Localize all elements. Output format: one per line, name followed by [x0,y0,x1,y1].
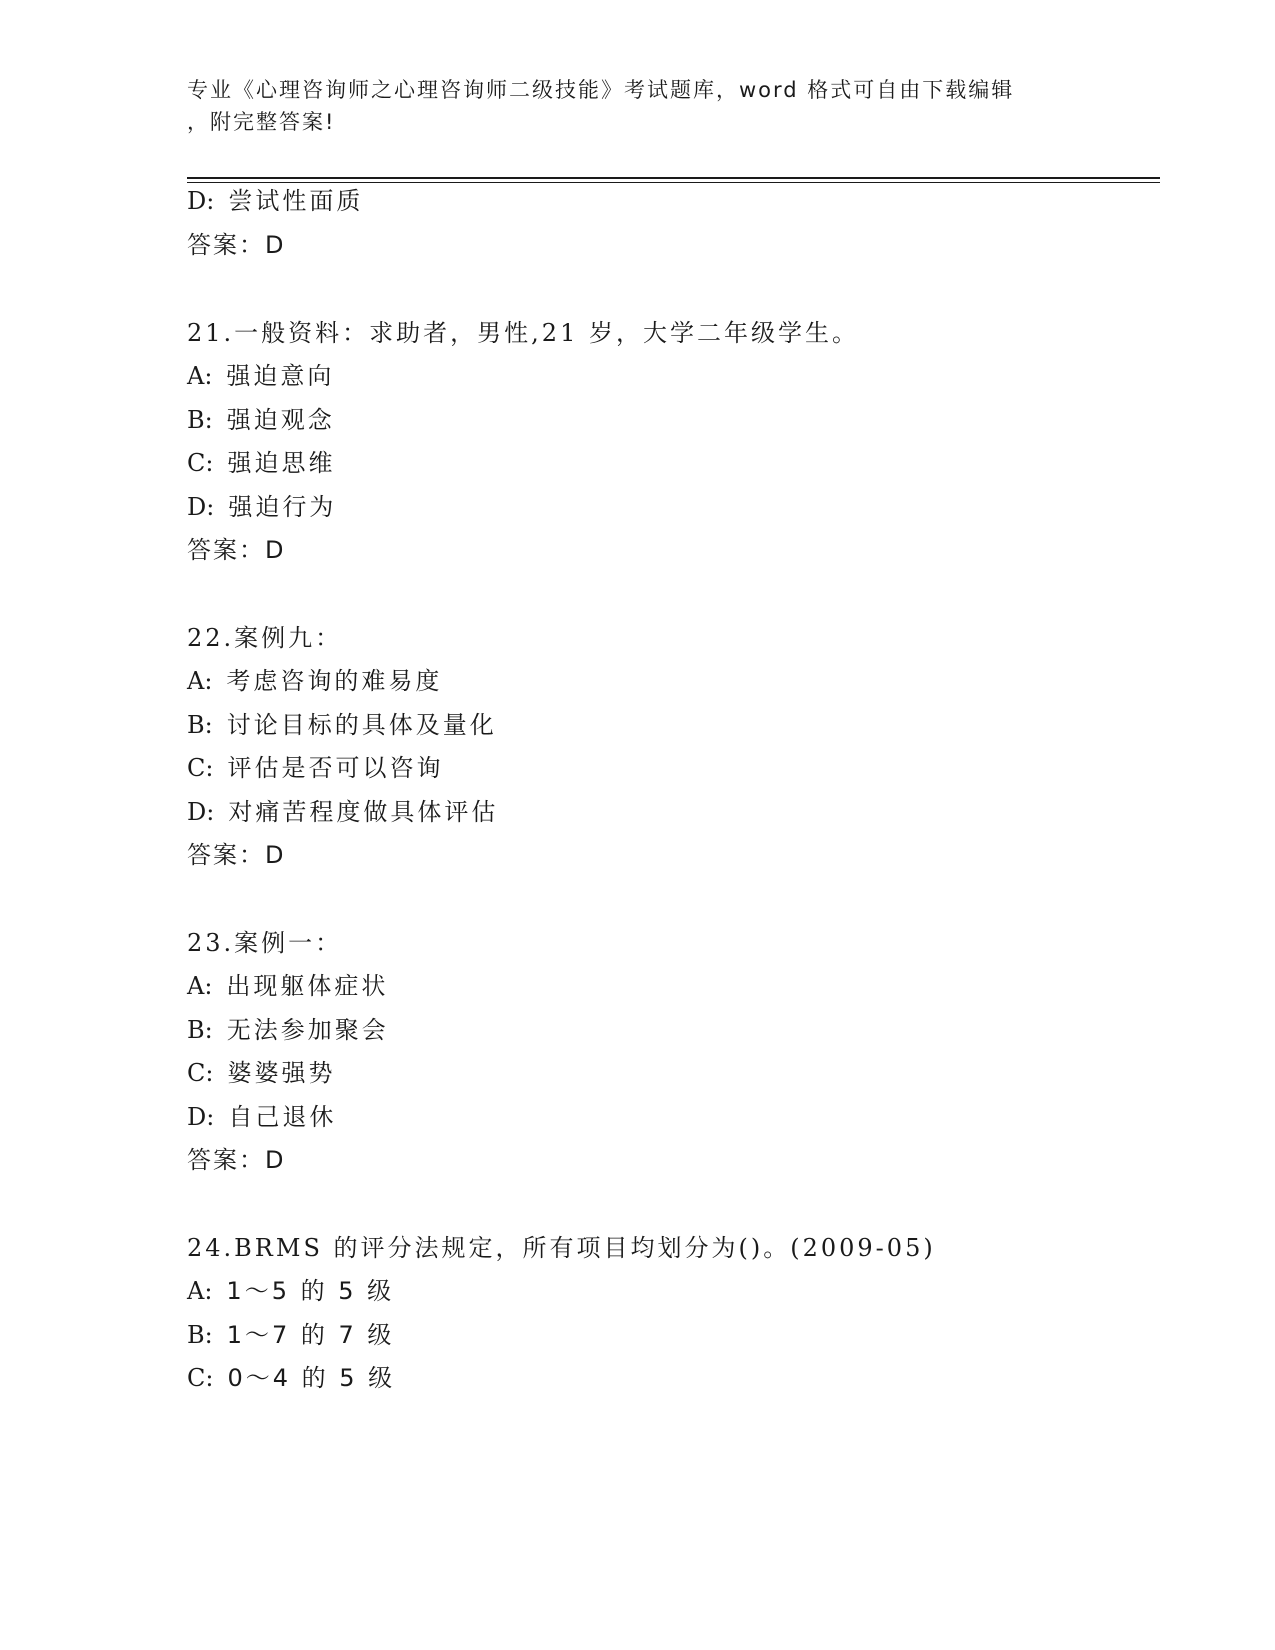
q21-answer: 答案：D [187,536,286,564]
question-23-title: 23.案例一： [187,929,343,957]
header-rule-thin [187,182,1160,183]
q23-option-b [187,1015,389,1045]
option-text: 讨论目标的具体及量化 [226,711,497,739]
q22-option-b [187,710,497,740]
q22-option-a [187,666,442,696]
q23-option-a [187,971,388,1001]
option-text: 强迫观念 [226,406,335,434]
q24-option-a [187,1276,394,1306]
option-letter: B: [187,406,213,434]
q23-option-d [187,1102,336,1132]
q21-option-b [187,405,335,435]
option-text: 1～7 的 7 级 [226,1321,395,1349]
option-text: 强迫思维 [227,449,336,477]
option-letter: B: [187,1321,213,1349]
option-letter: A: [187,972,213,1000]
option-letter: D: [187,187,215,215]
question-21-title: 21.一般资料：求助者，男性,21 岁，大学二年级学生。 [187,319,859,347]
option-letter: D: [187,1103,215,1131]
option-text: 出现躯体症状 [226,972,389,1000]
option-letter: C: [187,449,214,477]
option-text: 尝试性面质 [228,187,364,215]
option-letter: C: [187,754,214,782]
option-letter: C: [187,1059,214,1087]
q24-option-c [187,1363,395,1393]
q21-option-d [187,492,336,522]
option-letter: C: [187,1364,214,1392]
answer-line: 答案：D [187,231,286,259]
option-text: 考虑咨询的难易度 [226,667,443,695]
document-header [187,74,1087,138]
question-22-title: 22.案例九： [187,624,343,652]
option-letter: B: [187,711,213,739]
q22-option-d [187,797,498,827]
option-letter: A: [187,667,213,695]
q21-option-a [187,361,334,391]
q21-option-c [187,448,335,478]
option-letter: D: [187,493,215,521]
option-letter: A: [187,1277,213,1305]
option-text: 婆婆强势 [227,1059,336,1087]
option-text: 强迫意向 [226,362,335,390]
header-rule-thick [187,177,1160,179]
option-text: 强迫行为 [228,493,337,521]
q23-answer: 答案：D [187,1146,286,1174]
q23-option-c [187,1058,335,1088]
option-text: 评估是否可以咨询 [227,754,444,782]
question-24-title: 24.BRMS 的评分法规定，所有项目均划分为()。(2009-05) [187,1234,936,1262]
q24-option-b [187,1320,394,1350]
header-line-2: ，附完整答案! [187,110,336,134]
option-text: 1～5 的 5 级 [226,1277,395,1305]
q22-option-c [187,753,443,783]
option-letter: D: [187,798,215,826]
option-text: 0～4 的 5 级 [227,1364,396,1392]
option-letter: A: [187,362,213,390]
option-d [187,186,363,216]
q22-answer: 答案：D [187,841,286,869]
header-line-1: 专业《心理咨询师之心理咨询师二级技能》考试题库，word 格式可自由下载编辑 [187,78,1015,102]
option-letter: B: [187,1016,213,1044]
option-text: 无法参加聚会 [226,1016,389,1044]
option-text: 自己退休 [228,1103,337,1131]
option-text: 对痛苦程度做具体评估 [228,798,499,826]
